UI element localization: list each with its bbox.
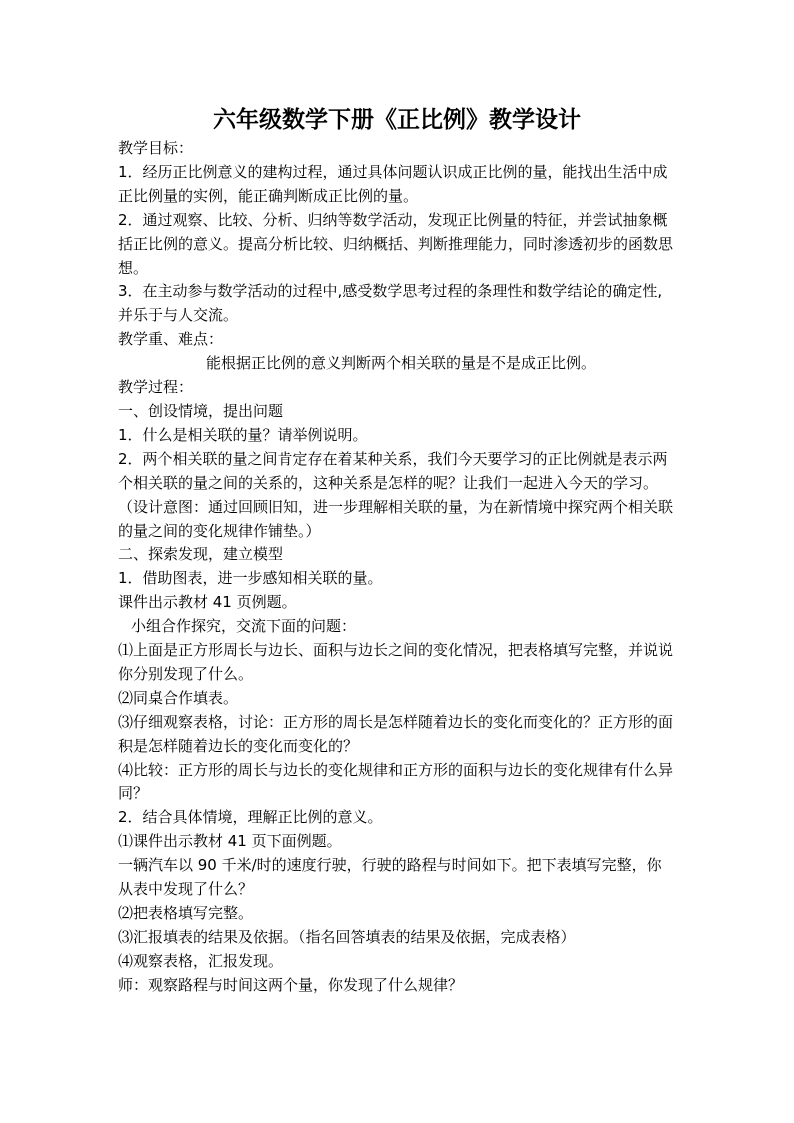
document-title: 六年级数学下册《正比例》教学设计 [213, 107, 581, 133]
paragraph: 师：观察路程与时间这两个量，你发现了什么规律？ [118, 975, 464, 994]
paragraph: 课件出示教材 41 页例题。 [118, 593, 297, 612]
step-heading-1: 一、创设情境，提出问题 [118, 401, 284, 420]
paragraph: ⑷观察表格，汇报发现。 [118, 951, 284, 970]
design-intent-note: （设计意图：通过回顾旧知，进一步理解相关联的量，为在新情境中探究两个相关联的量之间的变化规律作铺垫。） [118, 497, 674, 540]
paragraph: ⑵同桌合作填表。 [118, 688, 239, 707]
paragraph: ⑶汇报填表的结果及依据。（指名回答填表的结果及依据，完成表格） [118, 927, 576, 946]
paragraph: ⑴课件出示教材 41 页下面例题。 [118, 832, 342, 851]
paragraph: ⑴上面是正方形周长与边长、面积与边长之间的变化情况，把表格填写完整，并说说你分别发现了什么。 [118, 641, 674, 683]
paragraph: ⑶仔细观察表格，讨论：正方形的周长是怎样随着边长的变化而变化的？正方形的面积是怎样随着边长的变化而变化的？ [118, 712, 674, 755]
paragraph: 1．什么是相关联的量？请举例说明。 [118, 425, 368, 444]
section-heading-key-points: 教学重、难点： [118, 330, 224, 349]
section-heading-objectives: 教学目标： [118, 139, 194, 157]
paragraph: ⑷比较：正方形的周长与边长的变化规律和正方形的面积与边长的变化规律有什么异同？ [118, 760, 674, 803]
objective-3: 3．在主动参与数学活动的过程中,感受数学思考过程的条理性和数学结论的确定性,并乐于与人交流。 [118, 282, 663, 325]
paragraph: 2．结合具体情境，理解正比例的意义。 [118, 808, 383, 827]
paragraph: 小组合作探究，交流下面的问题： [131, 617, 357, 636]
document-body [118, 137, 674, 998]
key-point-text: 能根据正比例的意义判断两个相关联的量是不是成正比例。 [206, 354, 597, 373]
paragraph: 2．两个相关联的量之间肯定存在着某种关系，我们今天要学习的正比例就是表示两个相关联的量之间的关系的，这种关系是怎样的呢？让我们一起进入今天的学习。 [118, 449, 668, 492]
objective-1: 1．经历正比例意义的建构过程，通过具体问题认识成正比例的量，能找出生活中成正比例量的实例，能正确判断成正比例的量。 [118, 162, 668, 205]
section-heading-process: 教学过程： [118, 378, 194, 397]
paragraph: ⑵把表格填写完整。 [118, 904, 254, 922]
objective-2: 2．通过观察、比较、分析、归纳等数学活动，发现正比例量的特征，并尝试抽象概括正比例的意义。提高分析比较、归纳概括、判断推理能力，同时渗透初步的函数思想。 [118, 210, 674, 277]
paragraph: 1．借助图表，进一步感知相关联的量。 [118, 569, 383, 588]
paragraph: 一辆汽车以 90 千米/时的速度行驶，行驶的路程与时间如下。把下表填写完整，你从表中发现了什么？ [118, 856, 662, 899]
step-heading-2: 二、探索发现，建立模型 [118, 545, 284, 564]
